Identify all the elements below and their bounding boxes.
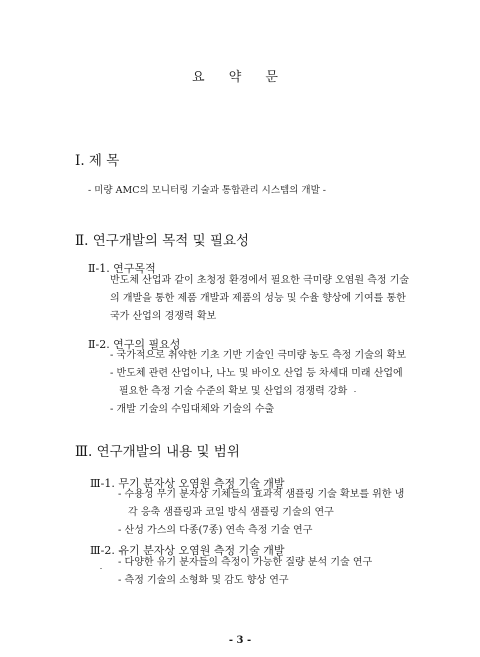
page-number: - 3 - bbox=[228, 635, 252, 646]
section-2-1-line: 반도체 산업과 같이 초청정 환경에서 필요한 극미량 오염원 측정 기술 bbox=[110, 275, 410, 286]
section-2-2-heading: Ⅱ-2. 연구의 필요성 bbox=[88, 338, 181, 351]
section-3-2-heading: Ⅲ-2. 유기 분자상 오염원 측정 기술 개발 bbox=[90, 544, 285, 557]
scan-speck bbox=[354, 391, 356, 392]
section-2-2-line: - 국가적으로 취약한 기초 기반 기술인 극미량 농도 측정 기술의 확보 bbox=[110, 350, 406, 361]
section-3-2-line: - 다양한 유기 분자들의 측정이 가능한 질량 분석 기술 연구 bbox=[118, 557, 373, 568]
page-title: 요 약 문 bbox=[192, 70, 288, 85]
section-3-1-heading: Ⅲ-1. 무기 분자상 오염원 측정 기술 개발 bbox=[90, 477, 285, 490]
section-2-2-line: 필요한 측정 기술 수준의 확보 및 산업의 경쟁력 강화 bbox=[119, 386, 348, 397]
section-2-heading: Ⅱ. 연구개발의 목적 및 필요성 bbox=[75, 233, 250, 249]
section-2-1-line: 국가 산업의 경쟁력 확보 bbox=[110, 311, 217, 322]
section-3-1-line: - 수용성 무기 분자상 기체들의 효과적 샘플링 기술 확보를 위한 냉 bbox=[118, 489, 405, 500]
section-2-2-line: - 반도체 관련 산업이나, 나노 및 바이오 산업 등 차세대 미래 산업에 bbox=[110, 368, 403, 379]
section-2-1-line: 의 개발을 통한 제품 개발과 제품의 성능 및 수율 향상에 기여를 통한 bbox=[110, 293, 406, 304]
scan-speck bbox=[100, 568, 102, 569]
section-3-2-line: - 측정 기술의 소형화 및 감도 향상 연구 bbox=[118, 575, 289, 586]
section-1-line: - 미량 AMC의 모니터링 기술과 통합관리 시스템의 개발 - bbox=[88, 185, 326, 196]
section-1-heading: Ⅰ. 제 목 bbox=[75, 153, 120, 169]
section-2-1-heading: Ⅱ-1. 연구목적 bbox=[88, 262, 156, 275]
section-3-heading: Ⅲ. 연구개발의 내용 및 범위 bbox=[75, 444, 240, 460]
section-2-2-line: - 개발 기술의 수입대체와 기술의 수출 bbox=[110, 404, 275, 415]
section-3-1-line: 각 응축 샘플링과 코일 방식 샘플링 기술의 연구 bbox=[128, 507, 334, 518]
section-3-1-line: - 산성 가스의 다종(7종) 연속 측정 기술 연구 bbox=[118, 525, 313, 536]
